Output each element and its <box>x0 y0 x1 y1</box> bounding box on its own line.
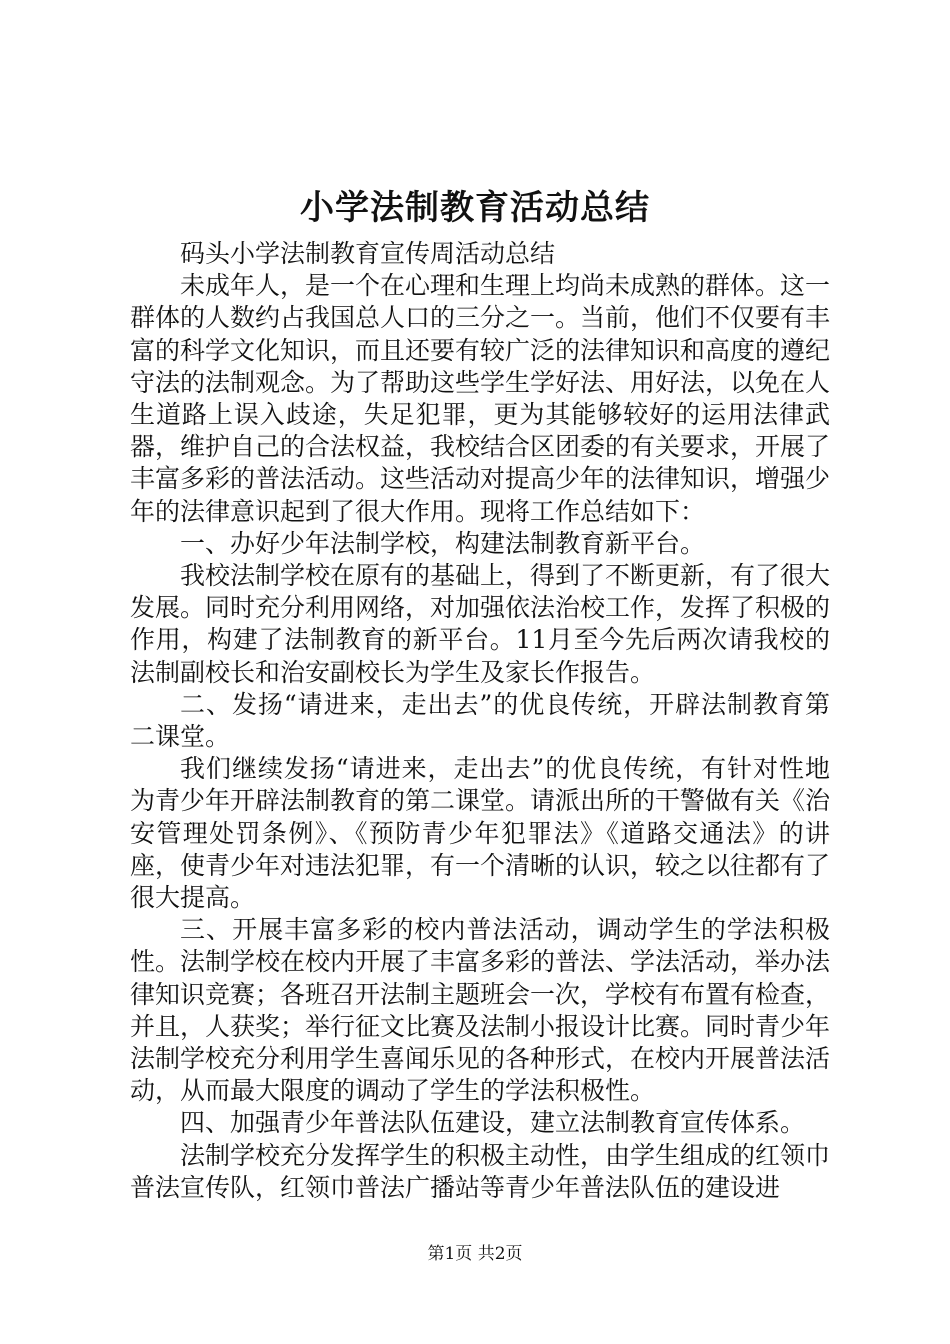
page-footer: 第1页 共2页 <box>427 1244 523 1264</box>
section-paragraph-2: 我们继续发扬“请进来，走出去”的优良传统，有针对性地为青少年开辟法制教育的第二课堂。请派出所的干警做有关《治安管理处罚条例》、《预防青少年犯罪法》《道路交通法》的讲座，使青少年对违法犯罪，有一个清晰的认识，较之以往都有了很大提高。 <box>130 754 831 913</box>
section-paragraph-3: 三、开展丰富多彩的校内普法活动，调动学生的学法积极性。法制学校在校内开展了丰富多彩的普法、学法活动，举办法律知识竞赛；各班召开法制主题班会一次，学校有布置有检查，并且，人获奖；举行征文比赛及法制小报设计比赛。同时青少年法制学校充分利用学生喜闻乐见的各种形式，在校内开展普法活动，从而最大限度的调动了学生的学法积极性。 <box>130 915 831 1106</box>
section-heading-4: 四、加强青少年普法队伍建设，建立法制教育宣传体系。 <box>180 1108 806 1138</box>
document-body <box>130 238 830 1204</box>
subtitle-paragraph: 码头小学法制教育宣传周活动总结 <box>180 239 556 268</box>
document-title: 小学法制教育活动总结 <box>300 188 650 228</box>
section-heading-2: 二、发扬“请进来，走出去”的优良传统，开辟法制教育第二课堂。 <box>130 689 830 752</box>
section-heading-1: 一、办好少年法制学校，构建法制教育新平台。 <box>180 528 706 558</box>
section-paragraph-1: 我校法制学校在原有的基础上，得到了不断更新，有了很大发展。同时充分利用网络，对加强依法治校工作，发挥了积极的作用，构建了法制教育的新平台。11月至今先后两次请我校的法制副校长和治安副校长为学生及家长作报告。 <box>130 561 831 687</box>
intro-paragraph: 未成年人，是一个在心理和生理上均尚未成熟的群体。这一群体的人数约占我国总人口的三分之一。当前，他们不仅要有丰富的科学文化知识，而且还要有较广泛的法律知识和高度的遵纪守法的法制观念。为了帮助这些学生学好法、用好法，以免在人生道路上误入歧途，失足犯罪，更为其能够较好的运用法律武器，维护自己的合法权益，我校结合区团委的有关要求，开展了丰富多彩的普法活动。这些活动对提高少年的法律知识，增强少年的法律意识起到了很大作用。现将工作总结如下： <box>130 271 831 526</box>
section-paragraph-4: 法制学校充分发挥学生的积极主动性，由学生组成的红领巾普法宣传队，红领巾普法广播站等青少年普法队伍的建设进 <box>130 1140 831 1202</box>
